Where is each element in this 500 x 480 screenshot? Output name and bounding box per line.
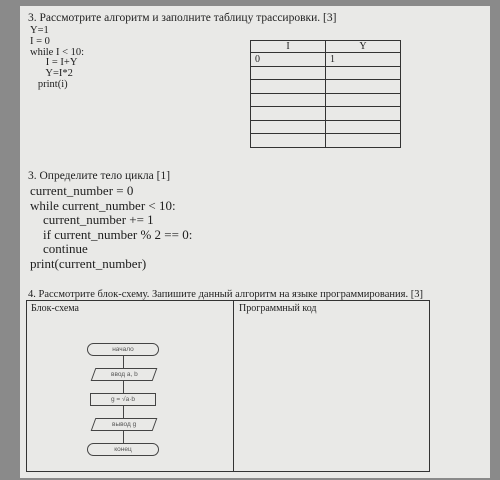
trace-cell[interactable] bbox=[326, 66, 401, 80]
trace-cell[interactable]: 1 bbox=[326, 53, 401, 67]
flowchart-input-label: ввод a, b bbox=[110, 371, 138, 378]
column-divider bbox=[233, 301, 234, 471]
flowchart-start: начало bbox=[87, 343, 159, 356]
flowchart-arrow bbox=[123, 406, 124, 418]
trace-cell[interactable] bbox=[326, 120, 401, 134]
flowchart-table bbox=[26, 300, 430, 472]
flowchart-end: конец bbox=[87, 443, 159, 456]
trace-cell[interactable] bbox=[326, 107, 401, 121]
flowchart-arrow bbox=[123, 356, 124, 368]
trace-header-y: Y bbox=[326, 41, 401, 53]
table-row bbox=[251, 66, 401, 80]
flowchart-column-header: Блок-схема bbox=[31, 303, 79, 314]
table-row bbox=[251, 120, 401, 134]
table-row bbox=[251, 107, 401, 121]
trace-cell[interactable]: 0 bbox=[251, 53, 326, 67]
task1-code: Y=1 I = 0 while I < 10: I = I+Y Y=I*2 print(i) bbox=[30, 25, 85, 90]
trace-cell[interactable] bbox=[251, 134, 326, 148]
trace-cell[interactable] bbox=[251, 93, 326, 107]
flowchart-input bbox=[91, 368, 158, 381]
trace-cell[interactable] bbox=[326, 93, 401, 107]
trace-table bbox=[250, 40, 401, 148]
trace-cell[interactable] bbox=[251, 107, 326, 121]
task2-title: 3. Определите тело цикла [1] bbox=[28, 170, 171, 182]
trace-header-i: I bbox=[251, 41, 326, 53]
code-column-header[interactable]: Программный код bbox=[239, 303, 317, 314]
table-row bbox=[251, 134, 401, 148]
table-row bbox=[251, 80, 401, 94]
table-row bbox=[251, 53, 401, 67]
flowchart-output-label: вывод g bbox=[111, 421, 137, 428]
trace-cell[interactable] bbox=[326, 80, 401, 94]
task1-title: 3. Рассмотрите алгоритм и заполните таблицу трассировки. [3] bbox=[28, 12, 337, 24]
flowchart-arrow bbox=[123, 431, 124, 443]
flowchart-arrow bbox=[123, 381, 124, 393]
flowchart-output bbox=[91, 418, 158, 431]
worksheet-page bbox=[20, 6, 490, 478]
trace-cell[interactable] bbox=[251, 66, 326, 80]
flowchart-process: g = √a·b bbox=[90, 393, 156, 406]
trace-cell[interactable] bbox=[251, 120, 326, 134]
task3-title: 4. Рассмотрите блок-схему. Запишите данный алгоритм на языке программирования. [3] bbox=[28, 289, 423, 300]
trace-cell[interactable] bbox=[326, 134, 401, 148]
table-row bbox=[251, 93, 401, 107]
trace-cell[interactable] bbox=[251, 80, 326, 94]
task2-code: current_number = 0 while current_number < 10: current_number += 1 if current_number % 2 == 0: continue print(current_number) bbox=[30, 183, 193, 271]
